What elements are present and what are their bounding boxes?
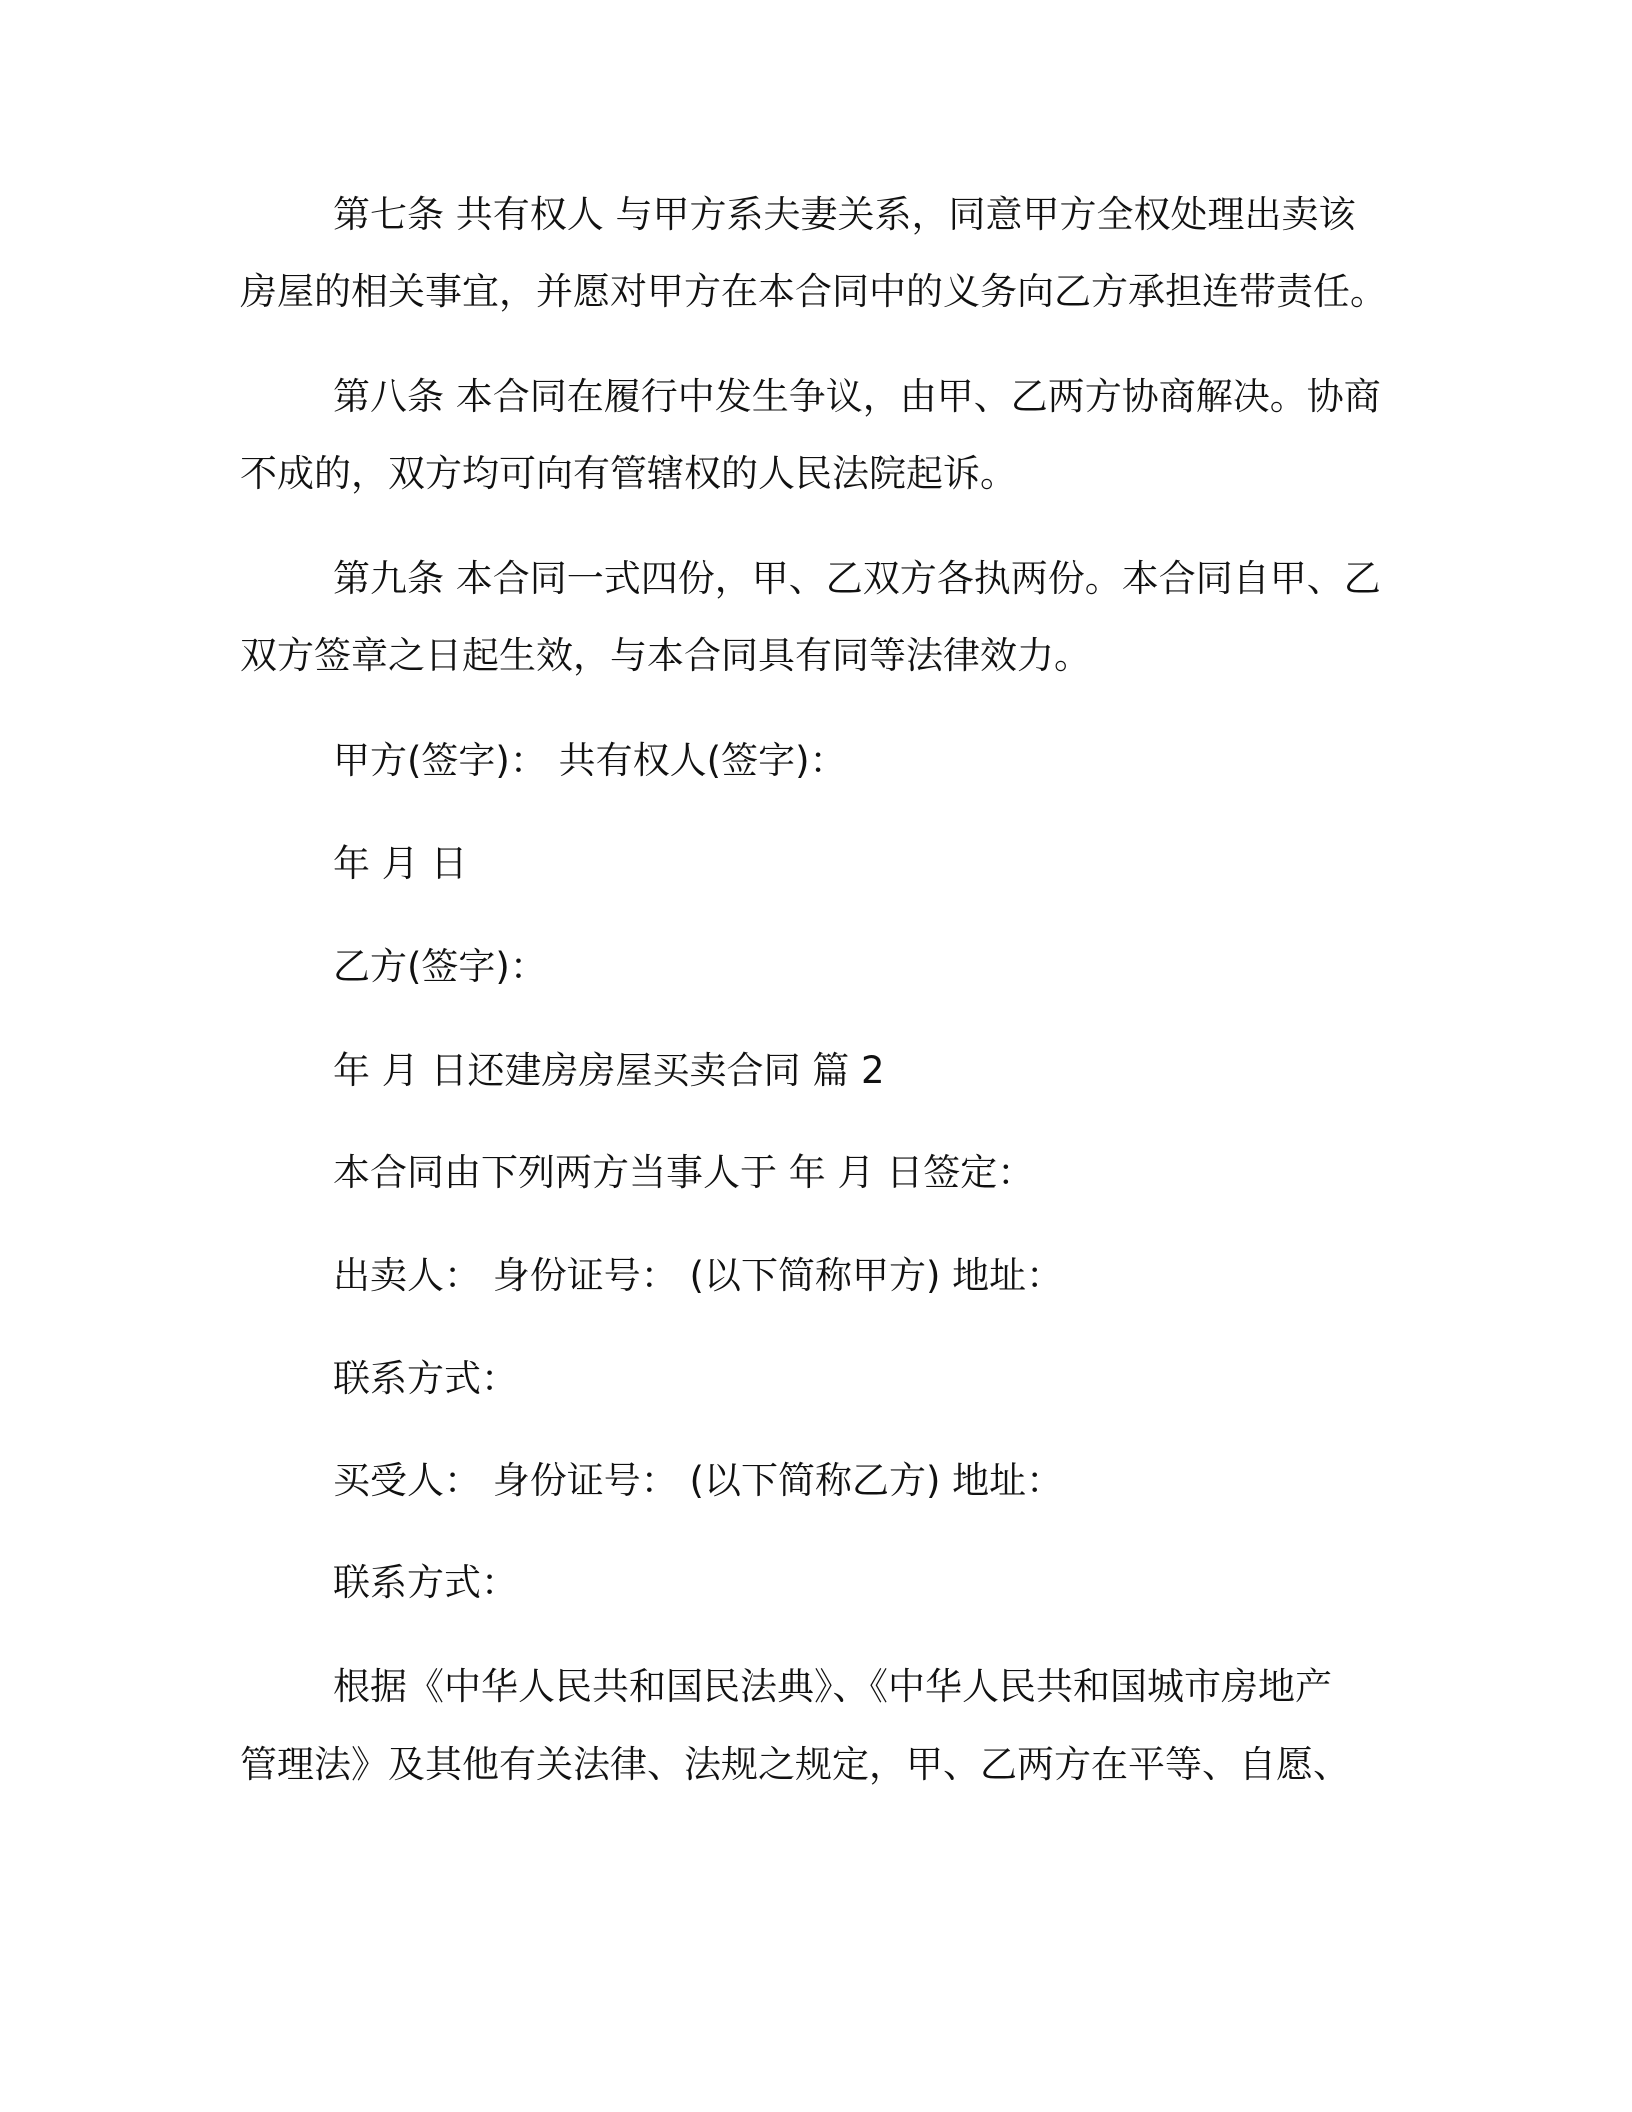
party-b-signature: 乙方(签字)： [333, 945, 547, 988]
seller-contact: 联系方式： [333, 1357, 518, 1400]
party-a-signature: 甲方(签字)： 共有权人(签字)： [333, 739, 847, 782]
contract-intro: 本合同由下列两方当事人于 年 月 日签定： [333, 1151, 1035, 1194]
article-8-line-2: 不成的，双方均可向有管辖权的人民法院起诉。 [240, 452, 1017, 495]
article-9-line-1: 第九条 本合同一式四份，甲、乙双方各执两份。本合同自甲、乙 [333, 557, 1381, 600]
buyer-contact: 联系方式： [333, 1561, 518, 1604]
article-9-line-2: 双方签章之日起生效，与本合同具有同等法律效力。 [240, 634, 1091, 677]
article-7-line-2: 房屋的相关事宜，并愿对甲方在本合同中的义务向乙方承担连带责任。 [240, 270, 1387, 313]
contract-2-heading: 年 月 日还建房房屋买卖合同 篇 2 [333, 1049, 885, 1092]
legal-basis-line-1: 根据《中华人民共和国民法典》、《中华人民共和国城市房地产 [333, 1665, 1332, 1708]
date-line-1: 年 月 日 [333, 842, 468, 885]
buyer-info: 买受人： 身份证号： (以下简称乙方) 地址： [333, 1459, 1064, 1502]
seller-info: 出卖人： 身份证号： (以下简称甲方) 地址： [333, 1254, 1064, 1297]
legal-basis-line-2: 管理法》及其他有关法律、法规之规定，甲、乙两方在平等、自愿、 [240, 1743, 1350, 1786]
article-7-line-1: 第七条 共有权人 与甲方系夫妻关系，同意甲方全权处理出卖该 [333, 193, 1356, 236]
article-8-line-1: 第八条 本合同在履行中发生争议，由甲、乙两方协商解决。协商 [333, 375, 1381, 418]
